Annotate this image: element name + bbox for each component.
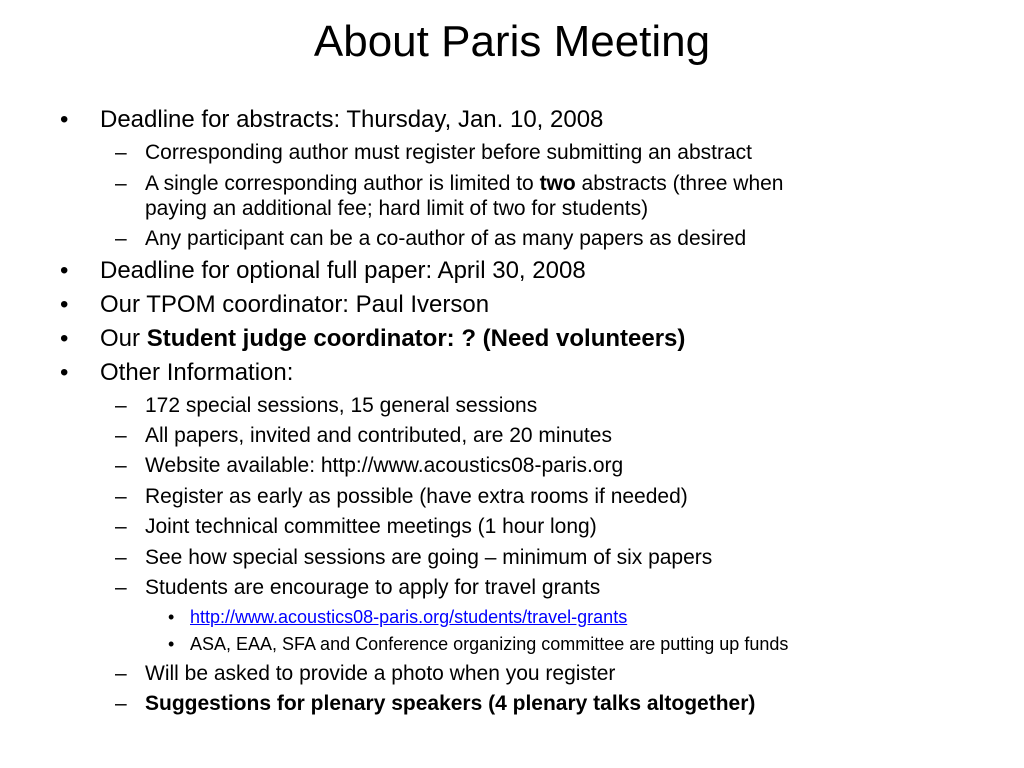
sub-item-text-bold: Suggestions for plenary speakers (4 plenary talks altogether) xyxy=(145,692,756,715)
bullet-text: Our TPOM coordinator: Paul Iverson xyxy=(100,291,490,318)
bullet-text: Deadline for abstracts: Thursday, Jan. 10, 2008 xyxy=(100,106,604,133)
sub-item-text-pre: A single corresponding author is limited to xyxy=(145,172,540,195)
sub-item-text: Corresponding author must register before submitting an abstract xyxy=(145,141,752,164)
sub-item-committee-meetings xyxy=(115,514,597,539)
dash-marker: – xyxy=(115,485,127,508)
sub-item-text-line2: paying an additional fee; hard limit of two for students) xyxy=(145,197,649,220)
sub-sub-item-text: ASA, EAA, SFA and Conference organizing committee are putting up funds xyxy=(190,634,789,654)
sub-item-website xyxy=(115,453,624,478)
sub-item-register-early xyxy=(115,484,688,509)
sub-item-text: Any participant can be a co-author of as many papers as desired xyxy=(145,227,747,250)
sub-item-text: See how special sessions are going – minimum of six papers xyxy=(145,546,713,569)
dash-marker: – xyxy=(115,394,127,417)
sub-item-text: All papers, invited and contributed, are 20 minutes xyxy=(145,424,612,447)
sub-item-text: Register as early as possible (have extra rooms if needed) xyxy=(145,485,688,508)
sub-item-text: Website available: http://www.acoustics08-paris.org xyxy=(145,454,624,477)
bullet-item-full-paper-deadline xyxy=(60,257,586,285)
bullet-item-other-information xyxy=(60,359,294,387)
sub-item-sessions xyxy=(115,393,538,418)
travel-grants-link[interactable]: http://www.acoustics08-paris.org/students/travel-grants xyxy=(190,607,628,627)
dash-marker: – xyxy=(115,576,127,599)
sub-item-text: Joint technical committee meetings (1 hour long) xyxy=(145,515,597,538)
dash-marker: – xyxy=(115,454,127,477)
dash-marker: – xyxy=(115,546,127,569)
dash-marker: – xyxy=(115,424,127,447)
sub-item-coauthor xyxy=(115,226,747,251)
bullet-marker: • xyxy=(60,257,69,284)
sub-item-register-before-submit xyxy=(115,140,752,165)
dash-marker: – xyxy=(115,227,127,250)
dash-marker: – xyxy=(115,692,127,715)
sub-sub-item-travel-grants-link xyxy=(168,606,628,628)
sub-item-abstract-limit-continued xyxy=(145,196,648,221)
sub-item-text: Will be asked to provide a photo when you register xyxy=(145,662,616,685)
dash-marker: – xyxy=(115,662,127,685)
bullet-text: Deadline for optional full paper: April 30, 2008 xyxy=(100,257,586,284)
dash-marker: – xyxy=(115,172,127,195)
bullet-marker: • xyxy=(60,359,69,386)
bullet-marker: • xyxy=(60,291,69,318)
sub-item-text: 172 special sessions, 15 general sessions xyxy=(145,394,538,417)
bullet-text: Other Information: xyxy=(100,359,294,386)
sub-item-plenary-suggestions xyxy=(115,691,756,716)
sub-item-paper-length xyxy=(115,423,612,448)
sub-item-text-bold: two xyxy=(539,172,576,195)
sub-item-travel-grants xyxy=(115,575,601,600)
sub-item-abstract-limit xyxy=(115,171,784,196)
sub-item-photo xyxy=(115,661,616,686)
bullet-marker: • xyxy=(60,325,69,352)
bullet-marker: • xyxy=(168,607,175,627)
bullet-item-student-judge xyxy=(60,325,686,353)
sub-item-special-sessions xyxy=(115,545,713,570)
bullet-marker: • xyxy=(168,634,175,654)
bullet-marker: • xyxy=(60,106,69,133)
bullet-text-pre: Our xyxy=(100,325,147,352)
sub-item-text: Students are encourage to apply for travel grants xyxy=(145,576,601,599)
bullet-text-bold: Student judge coordinator: ? (Need volunteers) xyxy=(146,325,686,352)
dash-marker: – xyxy=(115,141,127,164)
sub-sub-item-funding xyxy=(168,633,789,655)
slide-title: About Paris Meeting xyxy=(313,17,711,66)
bullet-item-abstract-deadline xyxy=(60,106,604,134)
sub-item-text-post: abstracts (three when xyxy=(575,172,784,195)
dash-marker: – xyxy=(115,515,127,538)
bullet-item-tpom-coordinator xyxy=(60,291,490,319)
